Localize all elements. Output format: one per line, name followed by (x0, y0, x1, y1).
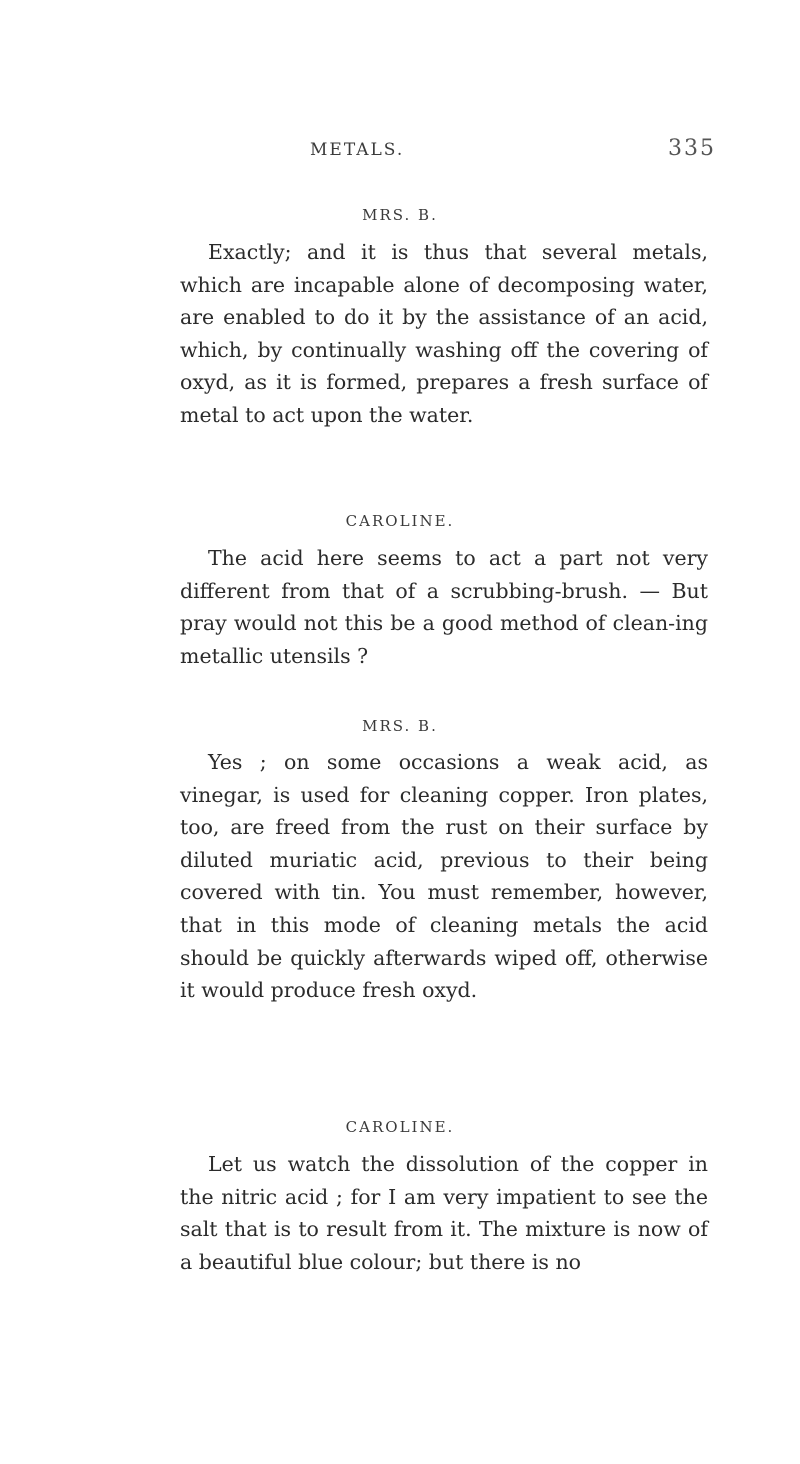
dialogue-paragraph: The acid here seems to act a part not very different from that of a scrubbing-brush. — But pray would not this be a good method of clean-ing metallic utensils ? (180, 546, 708, 668)
dialogue-paragraph: Yes ; on some occasions a weak acid, as vinegar, is used for cleaning copper. Iron plates, too, are freed from the rust on their surface by diluted muriatic acid, previous to their being covered with tin. You must remember, however, that in this mode of cleaning metals the acid should be quickly afterwards wiped off, otherwise it would produce fresh oxyd. (180, 750, 708, 1003)
running-head (0, 136, 800, 170)
speaker-label: MRS. B. (362, 206, 438, 224)
page-number: 335 (668, 136, 716, 161)
dialogue-paragraph: Let us watch the dissolution of the copper in the nitric acid ; for I am very impatient to see the salt that is to result from it. The mixture is now of a beautiful blue colour; but there is no (180, 1152, 708, 1274)
running-title: METALS. (310, 140, 405, 160)
speaker-label: CAROLINE. (345, 1118, 455, 1136)
speaker-label: CAROLINE. (345, 512, 455, 530)
speaker-label: MRS. B. (362, 717, 438, 735)
dialogue-paragraph: Exactly; and it is thus that several metals, which are incapable alone of decomposing water, are enabled to do it by the assistance of an acid, which, by continually washing off the covering of oxyd, as it is formed, prepares a fresh surface of metal to act upon the water. (180, 240, 708, 427)
